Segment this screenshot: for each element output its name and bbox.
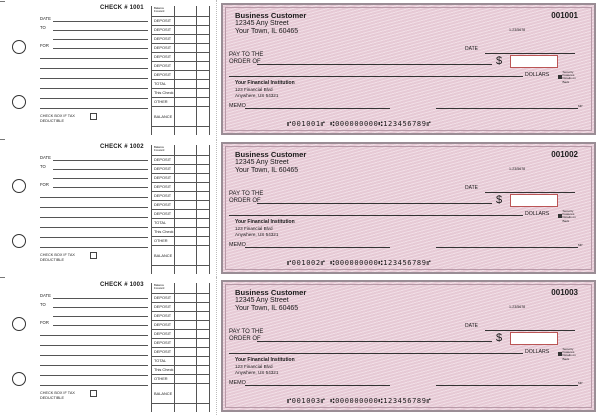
ledger-rule: [151, 293, 209, 294]
ledger-rule: [151, 338, 209, 339]
security-note: [558, 348, 577, 361]
ledger-deposit-label: DEPOSIT: [154, 202, 172, 207]
stub-line: [40, 197, 148, 198]
stub-date-line: [53, 160, 148, 161]
mp-label: MP: [578, 243, 583, 247]
ledger-this-check-label: This Check: [154, 367, 174, 372]
ledger-rule: [151, 347, 209, 348]
check-date-label: DATE: [465, 323, 478, 329]
bank-city: Anywhere, US 54321: [235, 232, 279, 237]
ledger-rule: [151, 88, 209, 89]
micr-line: ⑈001003⑈ ⑆000000000⑆123456789⑈: [287, 397, 432, 405]
ledger-rule: [151, 16, 209, 17]
stub-for-line: [53, 325, 148, 326]
pay-to-label-line2: ORDER OF: [229, 198, 261, 204]
customer-city: Your Town, IL 60465: [235, 28, 299, 35]
ledger-balance-label: BALANCE: [154, 114, 173, 119]
ledger-rule: [151, 218, 209, 219]
ledger-rule: [151, 403, 209, 404]
ledger-deposit-label: DEPOSIT: [154, 193, 172, 198]
bank-street: 123 Financial Blvd: [235, 87, 273, 92]
stub-for-label: FOR: [40, 182, 49, 187]
stub-line: [40, 345, 148, 346]
ledger-rule: [151, 227, 209, 228]
pay-to-label-line1: PAY TO THE: [229, 191, 264, 197]
customer-city: Your Town, IL 60465: [235, 305, 299, 312]
check-stub: [36, 3, 211, 135]
routing-fraction: 1-23/5678: [509, 167, 526, 171]
stub-date-label: DATE: [40, 16, 51, 21]
stub-deductible-label: CHECK BOX IF TAX DEDUCTIBLE: [40, 114, 75, 123]
ledger-rule: [151, 79, 209, 80]
ledger-rule: [151, 182, 209, 183]
ledger-deposit-label: DEPOSIT: [154, 27, 172, 32]
stub-line: [40, 375, 148, 376]
ledger-rule: [151, 383, 209, 384]
customer-street: 12345 Any Street: [235, 159, 289, 166]
security-note: [558, 71, 577, 84]
signature-field[interactable]: [436, 108, 578, 109]
ledger-this-check-label: This Check: [154, 90, 174, 95]
security-note-text: Security Features Details on Back: [562, 347, 576, 361]
tax-deductible-checkbox[interactable]: [90, 113, 97, 120]
stub-line: [40, 108, 148, 109]
micr-line: ⑈001001⑈ ⑆000000000⑆123456789⑈: [287, 120, 432, 128]
ledger-rule: [151, 106, 209, 107]
binder-hole: [12, 179, 26, 193]
stub-balance-forward-label: Balance Forward: [154, 6, 165, 13]
ledger-other-label: OTHER: [154, 376, 168, 381]
bank-name: Your Financial Institution: [235, 80, 295, 86]
ledger-rule: [151, 43, 209, 44]
memo-label: MEMO: [229, 103, 246, 109]
stub-date-line: [53, 298, 148, 299]
perforation-tick: [0, 139, 5, 140]
stub-line: [40, 385, 148, 386]
ledger-rule: [151, 191, 209, 192]
stub-title: CHECK # 1002: [100, 144, 144, 150]
payee-field[interactable]: [257, 341, 492, 342]
perforation: [216, 0, 217, 138]
ledger-deposit-label: DEPOSIT: [154, 322, 172, 327]
dollars-label: DOLLARS: [525, 349, 550, 355]
binder-hole: [12, 40, 26, 54]
ledger-rule: [151, 97, 209, 98]
stub-date-line: [53, 21, 148, 22]
ledger-rule: [151, 34, 209, 35]
bank-name: Your Financial Institution: [235, 357, 295, 363]
signature-field[interactable]: [436, 385, 578, 386]
ledger-deposit-label: DEPOSIT: [154, 166, 172, 171]
ledger-deposit-label: DEPOSIT: [154, 18, 172, 23]
ledger-rule: [151, 302, 209, 303]
payee-field[interactable]: [257, 203, 492, 204]
ledger-deposit-label: DEPOSIT: [154, 211, 172, 216]
pay-to-label-line1: PAY TO THE: [229, 52, 264, 58]
stub-line: [40, 98, 148, 99]
perforation: [216, 277, 217, 415]
amount-field[interactable]: [510, 194, 558, 207]
stub-ledger: [151, 145, 211, 274]
ledger-rule: [151, 155, 209, 156]
stub-to-line: [53, 169, 148, 170]
ledger-deposit-label: DEPOSIT: [154, 45, 172, 50]
stub-for-label: FOR: [40, 43, 49, 48]
stub-line: [40, 355, 148, 356]
perforation-tick: [0, 1, 5, 2]
check-date-field[interactable]: [485, 192, 575, 193]
check: [221, 3, 596, 135]
customer-name: Business Customer: [235, 288, 307, 297]
signature-field[interactable]: [436, 247, 578, 248]
ledger-deposit-label: DEPOSIT: [154, 295, 172, 300]
customer-city: Your Town, IL 60465: [235, 167, 299, 174]
ledger-total-label: TOTAL: [154, 358, 167, 363]
security-note: [558, 210, 577, 223]
ledger-deposit-label: DEPOSIT: [154, 54, 172, 59]
stub-line: [40, 78, 148, 79]
stub-line: [40, 365, 148, 366]
micr-line: ⑈001002⑈ ⑆000000000⑆123456789⑈: [287, 259, 432, 267]
ledger-deposit-label: DEPOSIT: [154, 63, 172, 68]
ledger-rule: [151, 356, 209, 357]
ledger-deposit-label: DEPOSIT: [154, 331, 172, 336]
memo-field[interactable]: [245, 108, 390, 109]
ledger-rule: [151, 265, 209, 266]
customer-street: 12345 Any Street: [235, 20, 289, 27]
binder-hole: [12, 234, 26, 248]
memo-label: MEMO: [229, 242, 246, 248]
stub-for-line: [53, 187, 148, 188]
stub-to-label: TO: [40, 25, 46, 30]
ledger-other-label: OTHER: [154, 99, 168, 104]
bank-city: Anywhere, US 54321: [235, 93, 279, 98]
mp-label: MP: [578, 104, 583, 108]
ledger-rule: [151, 374, 209, 375]
tax-deductible-checkbox[interactable]: [90, 252, 97, 259]
dollar-sign: $: [496, 194, 503, 206]
ledger-deposit-label: DEPOSIT: [154, 349, 172, 354]
bank-city: Anywhere, US 54321: [235, 370, 279, 375]
ledger-rule: [151, 245, 209, 246]
stub-line: [40, 207, 148, 208]
ledger-rule: [151, 311, 209, 312]
customer-name: Business Customer: [235, 11, 307, 20]
check-date-field[interactable]: [485, 53, 575, 54]
stub-to-line-2: [53, 178, 148, 179]
ledger-deposit-label: DEPOSIT: [154, 72, 172, 77]
ledger-total-label: TOTAL: [154, 220, 167, 225]
ledger-rule: [151, 25, 209, 26]
memo-label: MEMO: [229, 380, 246, 386]
stub-title: CHECK # 1001: [100, 5, 144, 11]
stub-date-label: DATE: [40, 293, 51, 298]
stub-line: [40, 58, 148, 59]
stub-deductible-label: CHECK BOX IF TAX DEDUCTIBLE: [40, 253, 75, 262]
check-number: 001001: [551, 11, 578, 20]
ledger-balance-label: BALANCE: [154, 253, 173, 258]
mp-label: MP: [578, 381, 583, 385]
check: [221, 142, 596, 274]
bank-street: 123 Financial Blvd: [235, 226, 273, 231]
check-row: [0, 139, 600, 277]
ledger-rule: [151, 164, 209, 165]
binder-hole: [12, 95, 26, 109]
ledger-other-label: OTHER: [154, 238, 168, 243]
stub-line: [40, 247, 148, 248]
ledger-deposit-label: DEPOSIT: [154, 157, 172, 162]
check-stub: [36, 280, 211, 412]
customer-name: Business Customer: [235, 150, 307, 159]
check-date-label: DATE: [465, 46, 478, 52]
ledger-deposit-label: DEPOSIT: [154, 184, 172, 189]
stub-line: [40, 68, 148, 69]
amount-words-field[interactable]: [229, 215, 523, 216]
payee-field[interactable]: [257, 64, 492, 65]
stub-line: [40, 335, 148, 336]
ledger-this-check-label: This Check: [154, 229, 174, 234]
stub-to-label: TO: [40, 164, 46, 169]
check-row: [0, 277, 600, 415]
ledger-rule: [151, 236, 209, 237]
amount-words-field[interactable]: [229, 353, 523, 354]
ledger-deposit-label: DEPOSIT: [154, 313, 172, 318]
perforation: [216, 139, 217, 277]
stub-to-line: [53, 307, 148, 308]
dollar-sign: $: [496, 55, 503, 67]
ledger-total-label: TOTAL: [154, 81, 167, 86]
tax-deductible-checkbox[interactable]: [90, 390, 97, 397]
ledger-rule: [151, 52, 209, 53]
ledger-rule: [151, 173, 209, 174]
stub-ledger: [151, 6, 211, 135]
stub-line: [40, 217, 148, 218]
ledger-rule: [151, 200, 209, 201]
ledger-rule: [151, 320, 209, 321]
check-number: 001002: [551, 150, 578, 159]
stub-ledger: [151, 283, 211, 412]
stub-line: [40, 227, 148, 228]
ledger-balance-label: BALANCE: [154, 391, 173, 396]
memo-field[interactable]: [245, 385, 390, 386]
check-number: 001003: [551, 288, 578, 297]
stub-balance-forward-label: Balance Forward: [154, 145, 165, 152]
ledger-rule: [151, 209, 209, 210]
dollars-label: DOLLARS: [525, 211, 550, 217]
stub-to-line-2: [53, 39, 148, 40]
ledger-rule: [151, 70, 209, 71]
amount-field[interactable]: [510, 332, 558, 345]
routing-fraction: 1-23/5678: [509, 305, 526, 309]
pay-to-label-line2: ORDER OF: [229, 59, 261, 65]
stub-date-label: DATE: [40, 155, 51, 160]
lock-icon: [558, 75, 562, 79]
routing-fraction: 1-23/5678: [509, 28, 526, 32]
ledger-rule: [151, 61, 209, 62]
ledger-rule: [151, 365, 209, 366]
bank-street: 123 Financial Blvd: [235, 364, 273, 369]
lock-icon: [558, 214, 562, 218]
dollars-label: DOLLARS: [525, 72, 550, 78]
stub-line: [40, 237, 148, 238]
amount-words-field[interactable]: [229, 76, 523, 77]
amount-field[interactable]: [510, 55, 558, 68]
ledger-deposit-label: DEPOSIT: [154, 340, 172, 345]
stub-for-line: [53, 48, 148, 49]
stub-deductible-label: CHECK BOX IF TAX DEDUCTIBLE: [40, 391, 75, 400]
pay-to-label-line1: PAY TO THE: [229, 329, 264, 335]
pay-to-label-line2: ORDER OF: [229, 336, 261, 342]
ledger-deposit-label: DEPOSIT: [154, 304, 172, 309]
stub-to-line-2: [53, 316, 148, 317]
check-date-field[interactable]: [485, 330, 575, 331]
stub-title: CHECK # 1003: [100, 282, 144, 288]
stub-balance-forward-label: Balance Forward: [154, 283, 165, 290]
check-stub: [36, 142, 211, 274]
stub-line: [40, 88, 148, 89]
ledger-deposit-label: DEPOSIT: [154, 36, 172, 41]
security-note-text: Security Features Details on Back: [562, 70, 576, 84]
ledger-deposit-label: DEPOSIT: [154, 175, 172, 180]
check-date-label: DATE: [465, 185, 478, 191]
dollar-sign: $: [496, 332, 503, 344]
customer-street: 12345 Any Street: [235, 297, 289, 304]
binder-hole: [12, 372, 26, 386]
stub-for-label: FOR: [40, 320, 49, 325]
ledger-rule: [151, 126, 209, 127]
bank-name: Your Financial Institution: [235, 219, 295, 225]
ledger-rule: [151, 329, 209, 330]
lock-icon: [558, 352, 562, 356]
security-note-text: Security Features Details on Back: [562, 209, 576, 223]
memo-field[interactable]: [245, 247, 390, 248]
stub-to-line: [53, 30, 148, 31]
binder-hole: [12, 317, 26, 331]
check-row: [0, 0, 600, 138]
perforation-tick: [0, 277, 5, 278]
stub-to-label: TO: [40, 302, 46, 307]
check: [221, 280, 596, 412]
